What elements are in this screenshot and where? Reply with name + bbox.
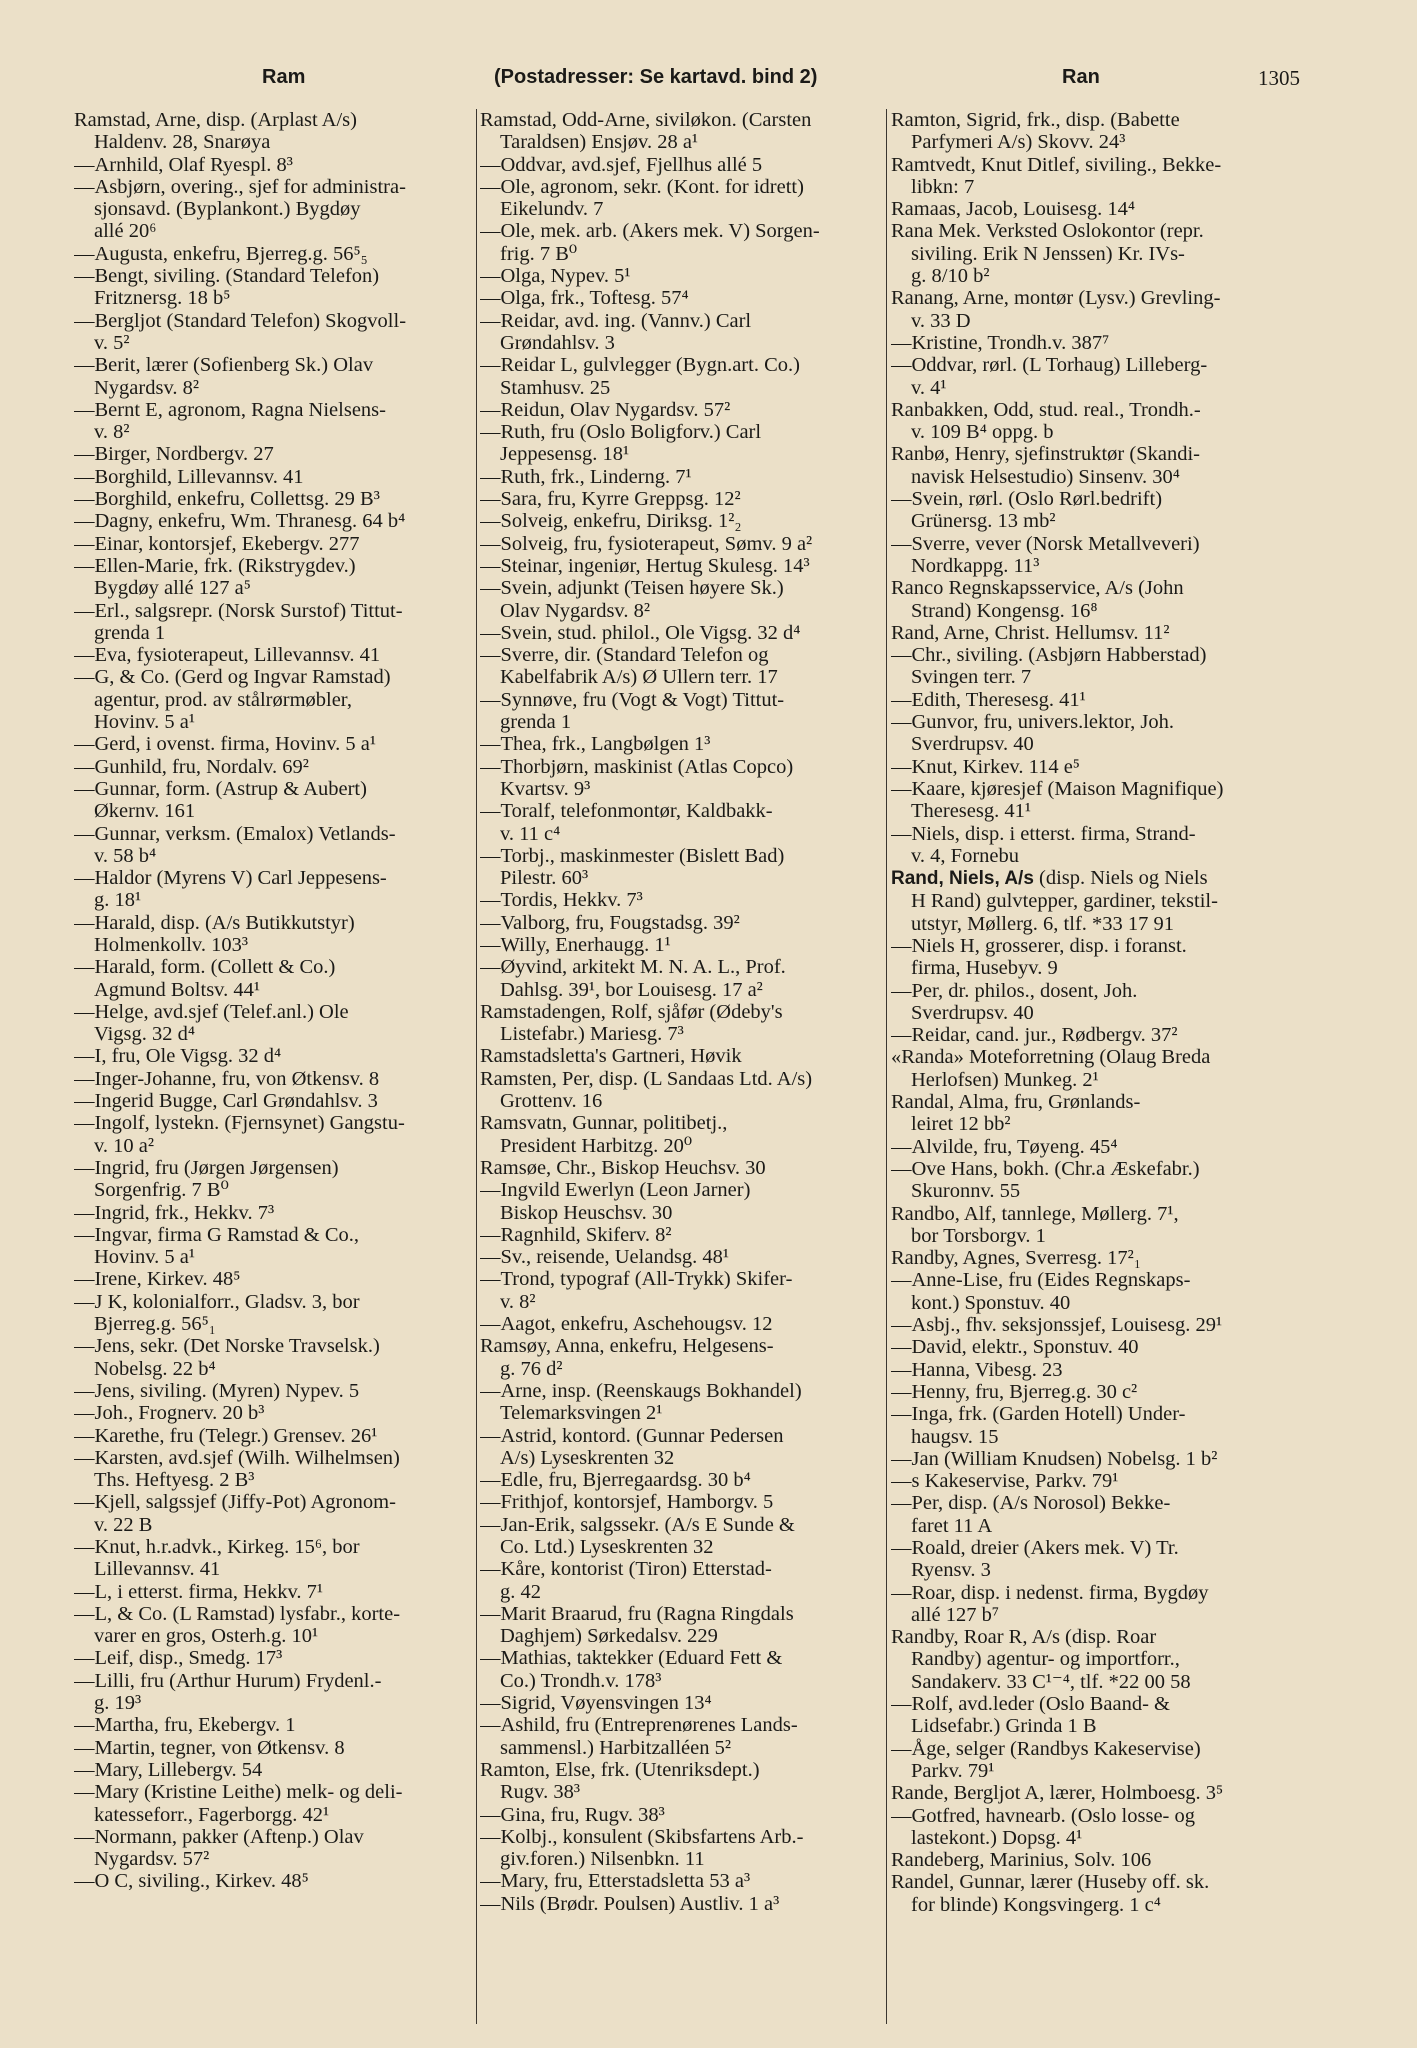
directory-entry-line: —Ragnhild, Skiferv. 8² — [480, 1223, 672, 1246]
directory-entry-line: Co.) Trondh.v. 178³ — [500, 1669, 662, 1692]
directory-entry-line: —Mary, fru, Etterstadsletta 53 a³ — [480, 1870, 751, 1893]
directory-entry-line: Ramton, Sigrid, frk., disp. (Babette — [891, 109, 1180, 131]
directory-entry-line: Ramsøy, Anna, enkefru, Helgesens- — [480, 1335, 774, 1358]
directory-entry-line: katesseforr., Fagerborgg. 42¹ — [94, 1803, 330, 1826]
directory-entry-line: —Roar, disp. i nedenst. firma, Bygdøy — [891, 1581, 1209, 1604]
directory-entry-line: —Lilli, fru (Arthur Hurum) Frydenl.- — [74, 1669, 382, 1692]
directory-entry-line: Rana Mek. Verksted Oslokontor (repr. — [891, 220, 1204, 243]
directory-entry-line: —Solveig, enkefru, Diriksg. 1²₂ — [480, 510, 742, 533]
directory-entry-line: Strand) Kongensg. 16⁸ — [911, 599, 1098, 622]
header-right-keyword: Ran — [1062, 66, 1100, 88]
directory-entry-line: v. 4, Fornebu — [911, 844, 1019, 867]
directory-entry-line: allé 20⁶ — [94, 220, 157, 243]
directory-entry-line: v. 109 B⁴ oppg. b — [911, 421, 1054, 444]
directory-entry-line: Ranbakken, Odd, stud. real., Trondh.- — [891, 398, 1201, 421]
directory-entry-line: —Marit Braarud, fru (Ragna Ringdals — [480, 1602, 794, 1625]
directory-entry-line: Rand, Niels, A/s (disp. Niels og Niels — [891, 867, 1208, 890]
directory-entry-line: —Olga, frk., Toftesg. 57⁴ — [480, 287, 689, 310]
directory-entry-line: —Bergljot (Standard Telefon) Skogvoll- — [74, 309, 407, 332]
directory-entry-line: —Øyvind, arkitekt M. N. A. L., Prof. — [480, 956, 786, 979]
directory-entry-line: «Randa» Moteforretning (Olaug Breda — [891, 1046, 1211, 1069]
header-left-keyword: Ram — [262, 66, 306, 88]
directory-entry-line: —Thea, frk., Langbølgen 1³ — [480, 733, 711, 756]
directory-entry-line: —Birger, Nordbergv. 27 — [74, 443, 274, 466]
directory-entry-line: —Dagny, enkefru, Wm. Thranesg. 64 b⁴ — [74, 510, 406, 533]
directory-entry-line: —Erl., salgsrepr. (Norsk Surstof) Tittut- — [74, 599, 403, 622]
directory-entry-line: —Willy, Enerhaugg. 1¹ — [480, 933, 671, 956]
directory-entry-line: —Ellen-Marie, frk. (Rikstrygdev.) — [74, 554, 356, 577]
directory-entry-line: Skuronnv. 55 — [911, 1180, 1021, 1203]
directory-entry-line: Sverdrupsv. 40 — [911, 1001, 1034, 1024]
header-postal-note: (Postadresser: Se kartavd. bind 2) — [494, 66, 818, 88]
page-header — [72, 66, 1300, 98]
directory-entry-line: Holmenkollv. 103³ — [94, 933, 249, 956]
directory-entry-line: Kvartsv. 9³ — [500, 777, 591, 800]
directory-entry-line: Taraldsen) Ensjøv. 28 a¹ — [500, 131, 699, 154]
directory-entry-line: —Henny, fru, Bjerreg.g. 30 c² — [891, 1380, 1138, 1403]
directory-entry-line: —Ingvar, firma G Ramstad & Co., — [74, 1223, 359, 1246]
directory-entry-line: —Gotfred, havnearb. (Oslo losse- og — [891, 1804, 1196, 1827]
directory-entry-line: —Berit, lærer (Sofienberg Sk.) Olav — [74, 354, 374, 377]
directory-entry-line: for blinde) Kongsvingerg. 1 c⁴ — [911, 1893, 1161, 1916]
directory-entry-line: —s Kakeservise, Parkv. 79¹ — [891, 1470, 1119, 1493]
directory-entry-line: grenda 1 — [94, 621, 166, 644]
directory-entry-line: Listefabr.) Mariesg. 7³ — [500, 1023, 684, 1046]
directory-entry-line: v. 33 D — [911, 309, 971, 332]
directory-entry-line: lastekont.) Dopsg. 4¹ — [911, 1826, 1083, 1849]
directory-entry-line: Ramstad, Arne, disp. (Arplast A/s) — [74, 109, 357, 131]
directory-entry-line: —Thorbjørn, maskinist (Atlas Copco) — [480, 755, 794, 778]
directory-entry-line: —Per, dr. philos., dosent, Joh. — [891, 979, 1138, 1002]
directory-entry-line: —Martin, tegner, von Øtkensv. 8 — [74, 1736, 345, 1759]
directory-entry-line: —Edle, fru, Bjerregaardsg. 30 b⁴ — [480, 1469, 751, 1492]
directory-entry-line: g. 42 — [500, 1580, 541, 1603]
directory-entry-line: Ranang, Arne, montør (Lysv.) Grevling- — [891, 287, 1221, 310]
directory-entry-line: Telemarksvingen 2¹ — [500, 1402, 663, 1425]
directory-entry-line: —Reidar, cand. jur., Rødbergv. 37² — [891, 1024, 1178, 1047]
directory-entry-line: faret 11 A — [911, 1514, 993, 1537]
directory-entry-line: —Valborg, fru, Fougstadsg. 39² — [480, 911, 740, 934]
directory-entry-line: —G, & Co. (Gerd og Ingvar Ramstad) — [74, 666, 391, 689]
directory-entry-line: —Bengt, siviling. (Standard Telefon) — [74, 265, 380, 288]
directory-entry-line: —Rolf, avd.leder (Oslo Baand- & — [891, 1693, 1170, 1716]
directory-entry-line: Ramaas, Jacob, Louisesg. 14⁴ — [891, 198, 1135, 221]
directory-entry-line: Jeppesensg. 18¹ — [500, 443, 630, 466]
directory-entry-line: —Irene, Kirkev. 48⁵ — [74, 1268, 241, 1291]
directory-entry-line: —Tordis, Hekkv. 7³ — [480, 889, 643, 912]
directory-entry-line: —Leif, disp., Smedg. 17³ — [74, 1647, 283, 1670]
directory-entry-line: —Kåre, kontorist (Tiron) Etterstad- — [480, 1558, 772, 1581]
directory-entry-line: Randbo, Alf, tannlege, Møllerg. 7¹, — [891, 1202, 1179, 1225]
directory-entry-line: —Mary, Lillebergv. 54 — [74, 1758, 263, 1781]
directory-entry-line: —Bernt E, agronom, Ragna Nielsens- — [74, 398, 386, 421]
directory-entry-line: Vigsg. 32 d⁴ — [94, 1023, 196, 1046]
directory-entry-line: leiret 12 bb² — [911, 1113, 1011, 1136]
directory-entry-line: siviling. Erik N Jenssen) Kr. IVs- — [911, 242, 1185, 265]
directory-entry-line: Bjerreg.g. 56⁵₁ — [94, 1313, 216, 1336]
directory-entry-line: —Åge, selger (Randbys Kakeservise) — [891, 1737, 1201, 1760]
directory-entry-line: Grottenv. 16 — [500, 1090, 603, 1113]
directory-entry-line: grenda 1 — [500, 711, 572, 734]
directory-entry-line: v. 8² — [500, 1290, 536, 1313]
directory-entry-line: Agmund Boltsv. 44¹ — [94, 978, 260, 1001]
directory-entry-line: —Svein, rørl. (Oslo Rørl.bedrift) — [891, 488, 1163, 511]
directory-entry-line: —Harald, disp. (A/s Butikkutstyr) — [74, 911, 355, 934]
directory-entry-line: —Kristine, Trondh.v. 387⁷ — [891, 331, 1110, 354]
directory-entry-line: —Trond, typograf (All-Trykk) Skifer- — [480, 1268, 793, 1291]
directory-entry-line: Nygardsv. 8² — [94, 376, 200, 399]
directory-entry-line: —Reidar, avd. ing. (Vannv.) Carl — [480, 309, 752, 332]
directory-entry-line: —Inga, frk. (Garden Hotell) Under- — [891, 1403, 1186, 1426]
bold-firm-name: Rand, Niels, A/s — [891, 868, 1034, 890]
directory-entry-line: Randby, Roar R, A/s (disp. Roar — [891, 1626, 1157, 1649]
directory-entry-line: —Arne, insp. (Reenskaugs Bokhandel) — [480, 1379, 802, 1402]
directory-entry-line: Lidsefabr.) Grinda 1 B — [911, 1715, 1097, 1738]
page-number: 1305 — [1258, 66, 1300, 90]
directory-entry-line: Randel, Gunnar, lærer (Huseby off. sk. — [891, 1871, 1210, 1894]
directory-entry-line: —Sv., reisende, Uelandsg. 48¹ — [480, 1246, 730, 1269]
directory-entry-line: Randby) agentur- og importforr., — [911, 1648, 1180, 1671]
directory-entry-line: —Ingvild Ewerlyn (Leon Jarner) — [480, 1179, 751, 1202]
directory-entry-line: —Niels, disp. i etterst. firma, Strand- — [891, 822, 1196, 845]
directory-entry-line: agentur, prod. av stålrørmøbler, — [94, 688, 352, 711]
directory-entry-line: —Martha, fru, Ekebergv. 1 — [74, 1714, 296, 1737]
directory-entry-line: Grøndahlsv. 3 — [500, 331, 615, 354]
directory-entry-line: —Per, disp. (A/s Norosol) Bekke- — [891, 1492, 1171, 1515]
directory-entry-line: —Ruth, fru (Oslo Boligforv.) Carl — [480, 421, 762, 444]
directory-entry-line: Økernv. 161 — [94, 800, 196, 823]
directory-entry-line: Ths. Heftyesg. 2 B³ — [94, 1469, 255, 1492]
directory-entry-line: —Svein, adjunkt (Teisen høyere Sk.) — [480, 577, 784, 600]
directory-entry-line: —Anne-Lise, fru (Eides Regnskaps- — [891, 1269, 1191, 1292]
directory-entry-line: —Ingerid Bugge, Carl Grøndahlsv. 3 — [74, 1090, 378, 1113]
directory-entry-line: v. 22 B — [94, 1513, 153, 1536]
directory-entry-line: —O C, siviling., Kirkev. 48⁵ — [74, 1870, 309, 1893]
directory-entry-line: allé 127 b⁷ — [911, 1603, 999, 1626]
directory-entry-line: —Karsten, avd.sjef (Wilh. Wilhelmsen) — [74, 1446, 400, 1469]
directory-entry-line: Bygdøy allé 127 a⁵ — [94, 577, 251, 600]
directory-entry-line: —Ingrid, fru (Jørgen Jørgensen) — [74, 1156, 339, 1179]
directory-entry-line: —Alvilde, fru, Tøyeng. 45⁴ — [891, 1135, 1118, 1158]
directory-entry-line: —Joh., Frognerv. 20 b³ — [74, 1402, 265, 1425]
directory-entry-line: —Jan (William Knudsen) Nobelsg. 1 b² — [891, 1447, 1218, 1470]
directory-entry-line: Nygardsv. 57² — [94, 1848, 210, 1871]
directory-entry-line: —Knut, Kirkev. 114 e⁵ — [891, 755, 1080, 778]
directory-entry-line: —L, i etterst. firma, Hekkv. 7¹ — [74, 1580, 324, 1603]
directory-entry-line: g. 76 d² — [500, 1357, 563, 1380]
directory-entry-line: —Ruth, frk., Linderng. 7¹ — [480, 465, 692, 488]
directory-entry-line: Ranco Regnskapsservice, A/s (John — [891, 577, 1184, 600]
directory-entry-line: —Borghild, Lillevannsv. 41 — [74, 465, 304, 488]
directory-entry-line: Lillevannsv. 41 — [94, 1558, 221, 1581]
directory-entry-line: —Kjell, salgssjef (Jiffy-Pot) Agronom- — [74, 1491, 396, 1514]
directory-entry-line: Randeberg, Marinius, Solv. 106 — [891, 1849, 1152, 1872]
directory-entry-line: —Gunnar, form. (Astrup & Aubert) — [74, 777, 367, 800]
directory-entry-line: —Reidar L, gulvlegger (Bygn.art. Co.) — [480, 354, 800, 377]
directory-entry-line: firma, Husebyv. 9 — [911, 957, 1058, 980]
directory-entry-line: —Ove Hans, bokh. (Chr.a Æskefabr.) — [891, 1157, 1200, 1180]
directory-entry-line: Ramsvatn, Gunnar, politibetj., — [480, 1112, 728, 1135]
directory-entry-line: Fritznersg. 18 b⁵ — [94, 287, 231, 310]
directory-entry-line: Ramstad, Odd-Arne, siviløkon. (Carsten — [480, 109, 812, 131]
directory-entry-line: —Eva, fysioterapeut, Lillevannsv. 41 — [74, 644, 381, 667]
directory-entry-line: —Inger-Johanne, fru, von Øtkensv. 8 — [74, 1067, 380, 1090]
directory-entry-line: —Gina, fru, Rugv. 38³ — [480, 1803, 665, 1826]
directory-entry-line: —Ingrid, frk., Hekkv. 7³ — [74, 1201, 275, 1224]
directory-entry-line: H Rand) gulvtepper, gardiner, tekstil- — [911, 890, 1218, 913]
directory-entry-line: —Gunvor, fru, univers.lektor, Joh. — [891, 711, 1175, 734]
directory-entry-line: —Asbj., fhv. seksjonssjef, Louisesg. 29¹ — [891, 1314, 1223, 1337]
directory-entry-line: Parfymeri A/s) Skovv. 24³ — [911, 131, 1126, 154]
directory-entry-line: g. 8/10 b² — [911, 265, 990, 288]
directory-entry-line: Olav Nygardsv. 8² — [500, 599, 650, 622]
directory-entry-line: —Frithjof, kontorsjef, Hamborgv. 5 — [480, 1491, 774, 1514]
directory-entry-line: President Harbitzg. 20⁰ — [500, 1134, 693, 1157]
directory-entry-line: —Asbjørn, overing., sjef for administra- — [74, 175, 406, 198]
directory-entry-line: v. 5² — [94, 331, 130, 354]
directory-entry-line: Eikelundv. 7 — [500, 198, 604, 221]
directory-entry-line: v. 10 a² — [94, 1134, 155, 1157]
directory-entry-line: Hovinv. 5 a¹ — [94, 1246, 196, 1269]
directory-entry-line: —Solveig, fru, fysioterapeut, Sømv. 9 a² — [480, 532, 813, 555]
directory-entry-line: v. 4¹ — [911, 376, 947, 399]
directory-entry-line: Nordkappg. 11³ — [911, 554, 1040, 577]
directory-entry-line: —Edith, Theresesg. 41¹ — [891, 688, 1086, 711]
directory-entry-line: —Hanna, Vibesg. 23 — [891, 1358, 1063, 1381]
directory-entry-line: —Oddvar, rørl. (L Torhaug) Lilleberg- — [891, 354, 1208, 377]
directory-entry-line: giv.foren.) Nilsenbkn. 11 — [500, 1848, 705, 1871]
directory-entry-line: —Ashild, fru (Entreprenørenes Lands- — [480, 1714, 798, 1737]
directory-column-1 — [74, 109, 472, 2029]
directory-entry-line: —Sverre, dir. (Standard Telefon og — [480, 644, 769, 667]
directory-entry-line: —Jens, sekr. (Det Norske Travselsk.) — [74, 1335, 380, 1358]
directory-entry-line: —Harald, form. (Collett & Co.) — [74, 956, 336, 979]
directory-entry-line: —Gerd, i ovenst. firma, Hovinv. 5 a¹ — [74, 733, 377, 756]
directory-entry-line: —Reidun, Olav Nygardsv. 57² — [480, 398, 731, 421]
directory-entry-line: A/s) Lyseskrenten 32 — [500, 1446, 675, 1469]
column-divider — [476, 109, 477, 2024]
directory-entry-line: varer en gros, Osterh.g. 10¹ — [94, 1625, 319, 1648]
directory-entry-line: Parkv. 79¹ — [911, 1759, 995, 1782]
directory-entry-line: Randal, Alma, fru, Grønlands- — [891, 1091, 1141, 1114]
directory-entry-line: —Karethe, fru (Telegr.) Grensev. 26¹ — [74, 1424, 378, 1447]
directory-entry-line: —Arnhild, Olaf Ryespl. 8³ — [74, 153, 293, 176]
directory-entry-line: v. 8² — [94, 421, 130, 444]
directory-entry-line: —L, & Co. (L Ramstad) lysfabr., korte- — [74, 1602, 401, 1625]
directory-entry-line: kont.) Sponstuv. 40 — [911, 1291, 1071, 1314]
directory-entry-line: navisk Helsestudio) Sinsenv. 30⁴ — [911, 465, 1180, 488]
directory-entry-line: haugsv. 15 — [911, 1425, 999, 1448]
directory-entry-line: —Gunhild, fru, Nordalv. 69² — [74, 755, 309, 778]
directory-entry-line: Randby, Agnes, Sverresg. 17²₁ — [891, 1247, 1141, 1270]
directory-entry-line: Svingen terr. 7 — [911, 666, 1032, 689]
directory-entry-line: —Kaare, kjøresjef (Maison Magnifique) — [891, 777, 1224, 800]
directory-entry-line: Rande, Bergljot A, lærer, Holmboesg. 3⁵ — [891, 1782, 1224, 1805]
directory-entry-line: Biskop Heuschsv. 30 — [500, 1201, 673, 1224]
directory-entry-line: frig. 7 B⁰ — [500, 242, 578, 265]
directory-entry-line: Grünersg. 13 mb² — [911, 510, 1056, 533]
directory-entry-line: —Toralf, telefonmontør, Kaldbakk- — [480, 800, 773, 823]
directory-entry-line: —I, fru, Ole Vigsg. 32 d⁴ — [74, 1045, 282, 1068]
directory-entry-line: Ramsøe, Chr., Biskop Heuchsv. 30 — [480, 1156, 766, 1179]
directory-entry-line: —Augusta, enkefru, Bjerreg.g. 56⁵₅ — [74, 242, 368, 265]
directory-entry-line: —Oddvar, avd.sjef, Fjellhus allé 5 — [480, 153, 763, 176]
directory-entry-line: —Kolbj., konsulent (Skibsfartens Arb.- — [480, 1825, 804, 1848]
directory-entry-line: sjonsavd. (Byplankont.) Bygdøy — [94, 198, 361, 221]
directory-entry-line: Herlofsen) Munkeg. 2¹ — [911, 1068, 1099, 1091]
directory-entry-line: Rand, Arne, Christ. Hellumsv. 11² — [891, 621, 1170, 644]
directory-entry-line: —Ole, mek. arb. (Akers mek. V) Sorgen- — [480, 220, 820, 243]
directory-entry-line: —Svein, stud. philol., Ole Vigsg. 32 d⁴ — [480, 621, 801, 644]
directory-entry-line: —Haldor (Myrens V) Carl Jeppesens- — [74, 867, 387, 890]
directory-entry-line: v. 11 c⁴ — [500, 822, 561, 845]
directory-entry-line: bor Torsborgv. 1 — [911, 1224, 1046, 1247]
directory-entry-line: Theresesg. 41¹ — [911, 800, 1031, 823]
directory-entry-line: Sverdrupsv. 40 — [911, 733, 1034, 756]
directory-entry-line: utstyr, Møllerg. 6, tlf. *33 17 91 — [911, 912, 1175, 935]
directory-entry-line: Rugv. 38³ — [500, 1781, 580, 1804]
directory-entry-line: —Steinar, ingeniør, Hertug Skulesg. 14³ — [480, 554, 810, 577]
directory-entry-line: v. 58 b⁴ — [94, 844, 157, 867]
directory-entry-line: Pilestr. 60³ — [500, 867, 589, 890]
directory-entry-line: —Aagot, enkefru, Aschehougsv. 12 — [480, 1313, 773, 1336]
directory-entry-line: Sorgenfrig. 7 B⁰ — [94, 1179, 229, 1202]
directory-entry-line: g. 18¹ — [94, 889, 142, 912]
directory-entry-line: —Normann, pakker (Aftenp.) Olav — [74, 1825, 364, 1848]
directory-entry-line: Dahlsg. 39¹, bor Louisesg. 17 a² — [500, 978, 763, 1001]
directory-entry-line: —David, elektr., Sponstuv. 40 — [891, 1336, 1139, 1359]
directory-entry-line: —Jan-Erik, salgssekr. (A/s E Sunde & — [480, 1513, 795, 1536]
directory-entry-line: —Helge, avd.sjef (Telef.anl.) Ole — [74, 1000, 349, 1023]
directory-entry-line: —Sara, fru, Kyrre Greppsg. 12² — [480, 488, 741, 511]
directory-entry-line: Daghjem) Sørkedalsv. 229 — [500, 1625, 718, 1648]
directory-entry-line: Kabelfabrik A/s) Ø Ullern terr. 17 — [500, 666, 778, 689]
directory-entry-line: sammensl.) Harbitzalléen 5² — [500, 1736, 731, 1759]
directory-entry-line: —Jens, siviling. (Myren) Nypev. 5 — [74, 1379, 360, 1402]
directory-entry-line: Stamhusv. 25 — [500, 376, 611, 399]
directory-entry-line: —Chr., siviling. (Asbjørn Habberstad) — [891, 644, 1207, 667]
directory-entry-line: Ramton, Else, frk. (Utenriksdept.) — [480, 1758, 760, 1781]
directory-entry-line: —Niels H, grosserer, disp. i foranst. — [891, 934, 1187, 957]
directory-column-2 — [480, 109, 888, 2029]
directory-entry-line: Nobelsg. 22 b⁴ — [94, 1357, 216, 1380]
directory-entry-line: —J K, kolonialforr., Gladsv. 3, bor — [74, 1290, 360, 1313]
directory-entry-line: —Torbj., maskinmester (Bislett Bad) — [480, 844, 785, 867]
directory-column-3 — [891, 109, 1297, 2029]
directory-entry-line: —Sigrid, Vøyensvingen 13⁴ — [480, 1692, 712, 1715]
directory-entry-line: —Mary (Kristine Leithe) melk- og deli- — [74, 1781, 403, 1804]
directory-entry-line: —Einar, kontorsjef, Ekebergv. 277 — [74, 532, 360, 555]
directory-entry-line: —Astrid, kontord. (Gunnar Pedersen — [480, 1424, 784, 1447]
directory-entry-line: —Gunnar, verksm. (Emalox) Vetlands- — [74, 822, 396, 845]
directory-entry-line: Ryensv. 3 — [911, 1559, 991, 1582]
directory-entry-line: —Ole, agronom, sekr. (Kont. for idrett) — [480, 175, 804, 198]
directory-entry-line: Ramsten, Per, disp. (L Sandaas Ltd. A/s) — [480, 1067, 813, 1090]
directory-entry-line: —Nils (Brødr. Poulsen) Austliv. 1 a³ — [480, 1892, 780, 1915]
directory-entry-line: Ramstadsletta's Gartneri, Høvik — [480, 1045, 742, 1068]
directory-entry-line: Co. Ltd.) Lyseskrenten 32 — [500, 1536, 714, 1558]
directory-entry-line: —Roald, dreier (Akers mek. V) Tr. — [891, 1537, 1179, 1559]
directory-entry-line: Haldenv. 28, Snarøya — [94, 131, 271, 154]
directory-entry-line: Hovinv. 5 a¹ — [94, 711, 196, 734]
directory-entry-line: Sandakerv. 33 C¹⁻⁴, tlf. *22 00 58 — [911, 1670, 1191, 1693]
directory-entry-line: —Mathias, taktekker (Eduard Fett & — [480, 1647, 783, 1670]
directory-entry-line: Ranbø, Henry, sjefinstruktør (Skandi- — [891, 443, 1200, 466]
directory-entry-line: Ramtvedt, Knut Ditlef, siviling., Bekke- — [891, 153, 1222, 176]
directory-entry-line: —Knut, h.r.advk., Kirkeg. 15⁶, bor — [74, 1536, 360, 1558]
directory-entry-line: Ramstadengen, Rolf, sjåfør (Ødeby's — [480, 1000, 783, 1023]
directory-entry-line: g. 19³ — [94, 1692, 142, 1715]
directory-entry-line: —Ingolf, lystekn. (Fjernsynet) Gangstu- — [74, 1112, 405, 1135]
directory-entry-line: —Olga, Nypev. 5¹ — [480, 265, 631, 288]
directory-entry-line: —Synnøve, fru (Vogt & Vogt) Tittut- — [480, 688, 785, 711]
directory-entry-line: —Sverre, vever (Norsk Metallveveri) — [891, 532, 1200, 555]
directory-entry-line: libkn: 7 — [911, 175, 975, 198]
directory-entry-line: —Borghild, enkefru, Collettsg. 29 B³ — [74, 488, 380, 511]
